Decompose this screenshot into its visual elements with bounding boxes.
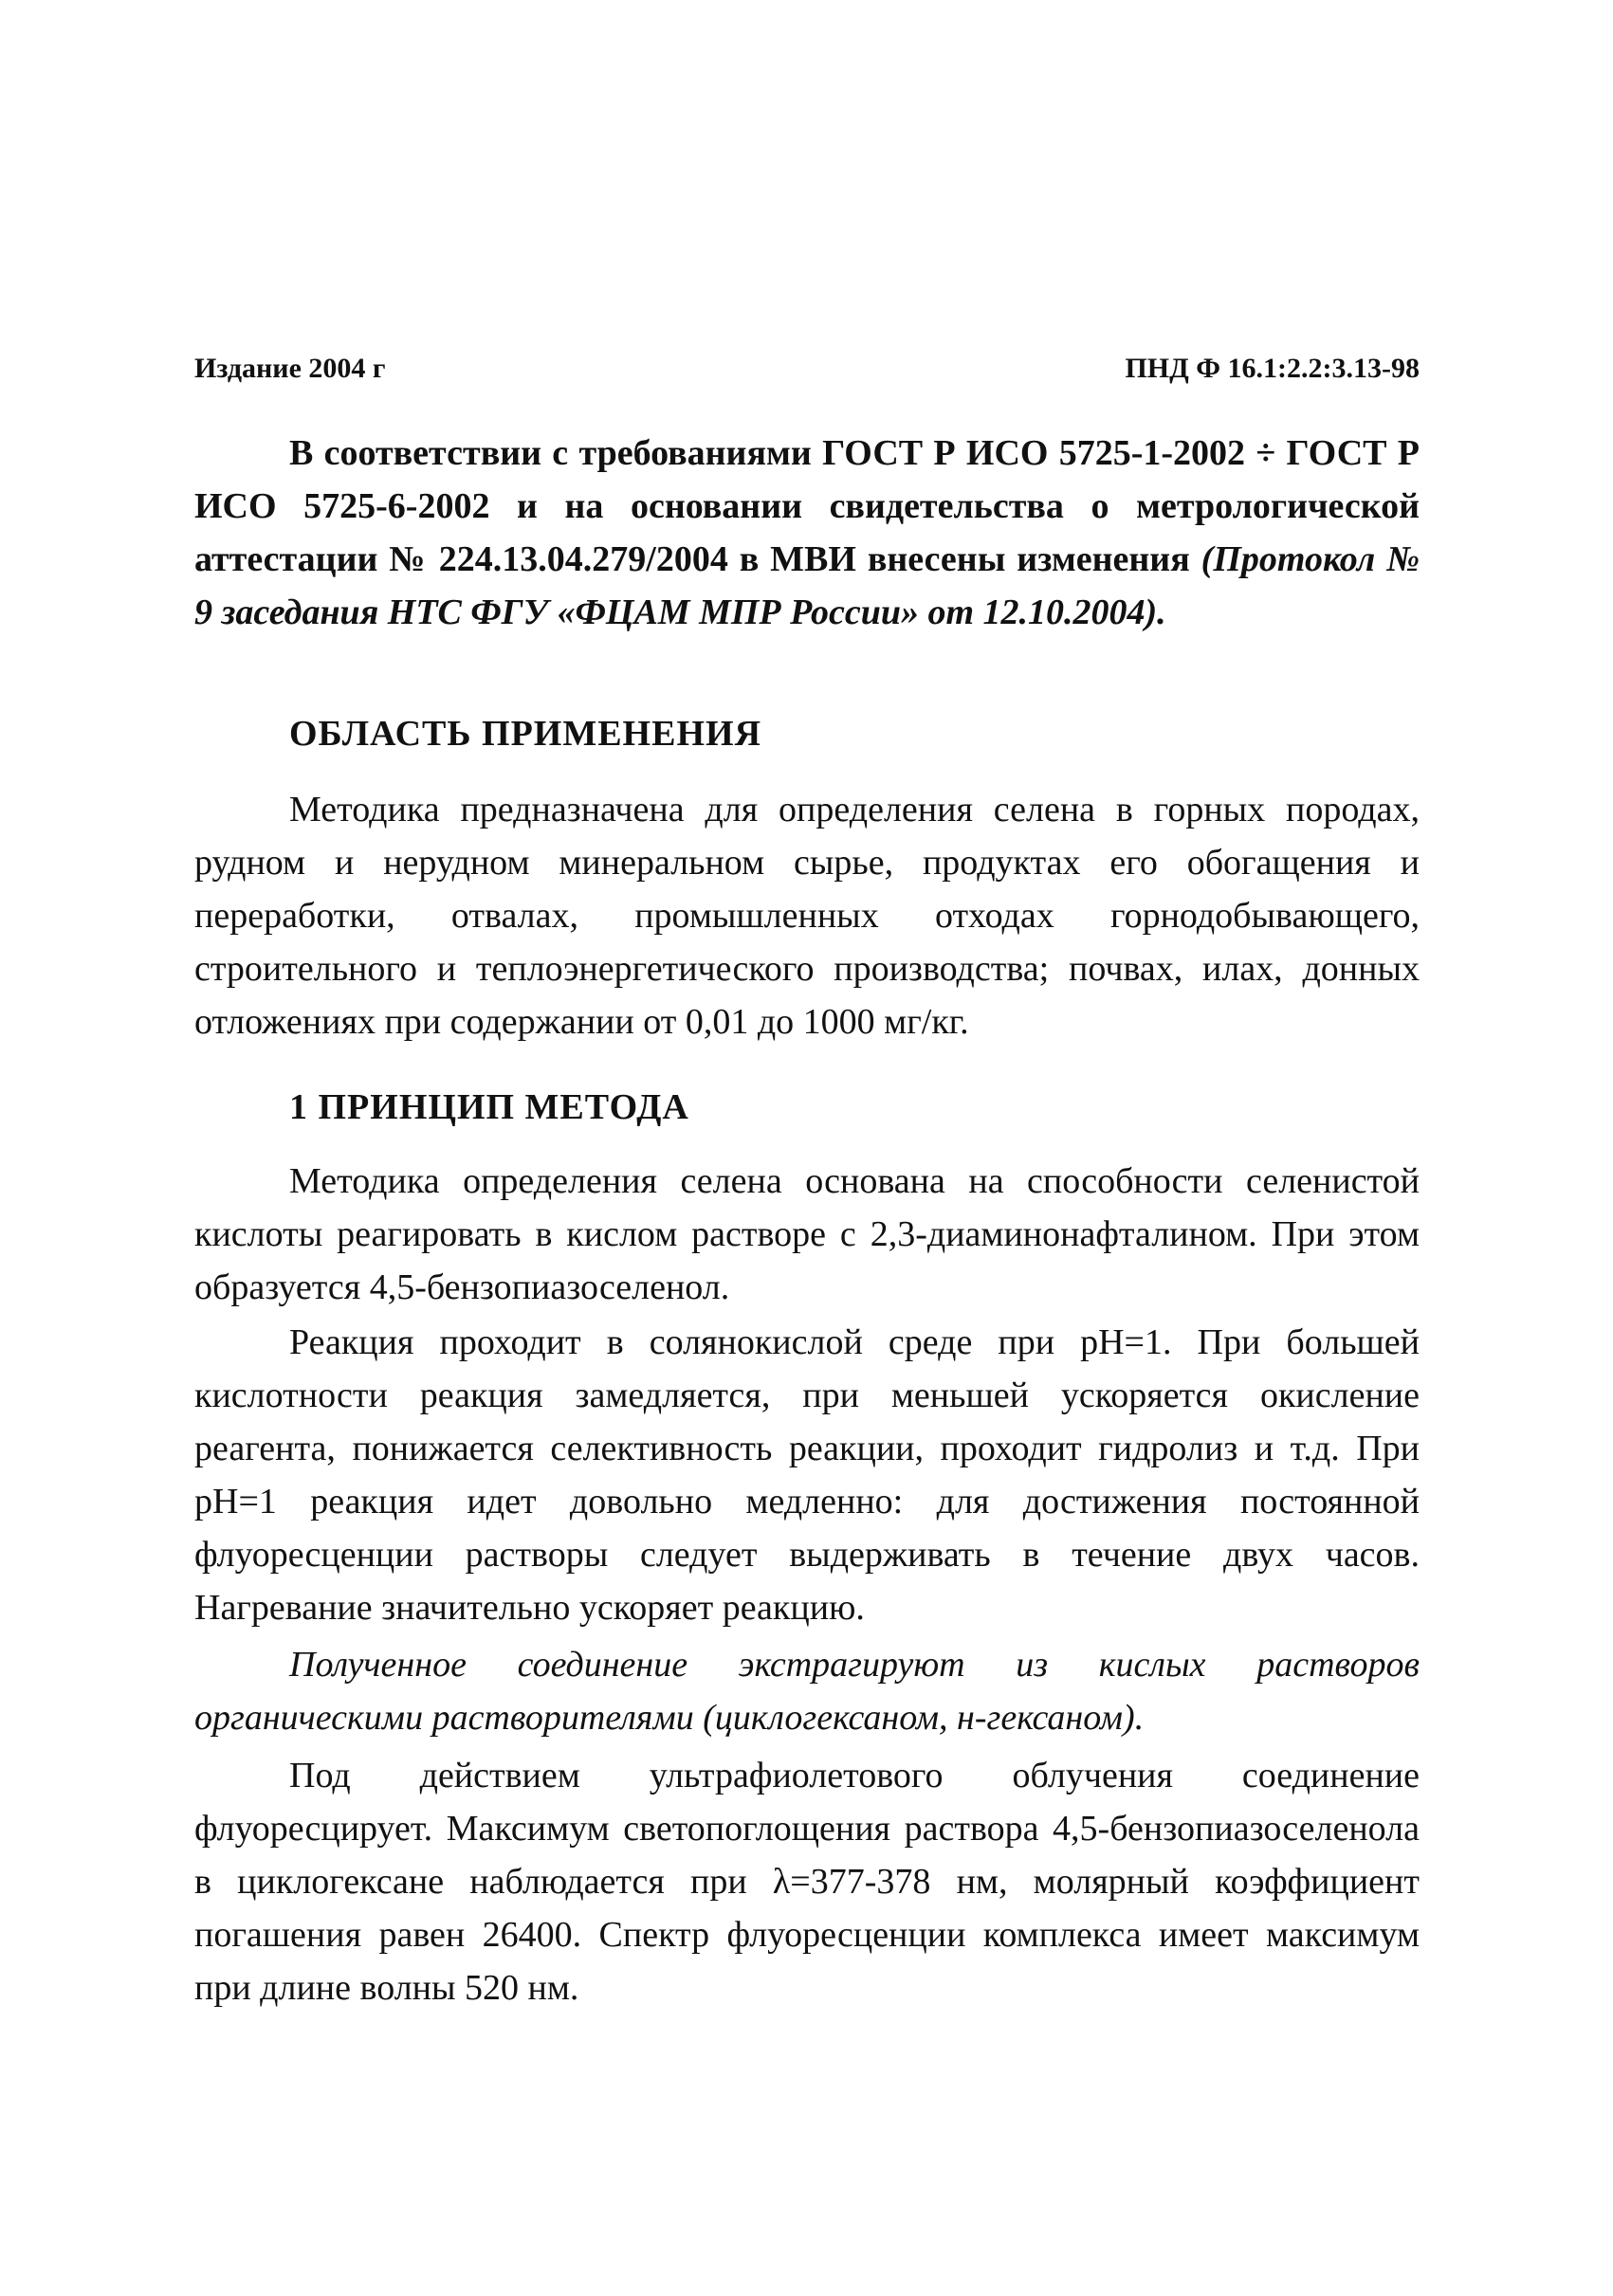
principle-paragraph: Под действием ультрафиолетового облучения соединение флуоресцирует. Максимум светопоглощения раствора 4,5-бензопиазоселенола в циклогексане наблюдается при λ=377-378 нм, молярный коэффициент погашения равен 26400. Спектр флуоресценции комплекса имеет максимум при длине волны 520 нм.: [194, 1756, 1420, 2008]
edition-label: Издание 2004 г: [194, 353, 386, 384]
revision-note-text: В соответствии с требованиями ГОСТ Р ИСО 5725-1-2002 ÷ ГОСТ Р ИСО 5725-6-2002 и на основании свидетельства о метрологической аттестации № 224.13.04.279/2004 в МВИ внесены изменения: [194, 433, 1420, 579]
principle-paragraph: Реакция проходит в солянокислой среде при pH=1. При большей кислотности реакция замедляется, при меньшей ускоряется окисление реагента, понижается селективность реакции, проходит гидролиз и т.д. При pH=1 реакция идет довольно медленно: для достижения постоянной флуоресценции растворы следует выдерживать в течение двух часов. Нагревание значительно ускоряет реакцию.: [194, 1322, 1420, 1628]
revision-protocol-reference: (Протокол № 9 заседания НТС ФГУ «ФЦАМ МПР России» от 12.10.2004).: [194, 539, 1420, 632]
page-header: [194, 353, 1420, 391]
document-number: ПНД Ф 16.1:2.2:3.13-98: [1125, 353, 1420, 384]
scope-paragraph: Методика предназначена для определения селена в горных породах, рудном и нерудном минеральном сырье, продуктах его обогащения и переработки, отвалах, промышленных отходах горнодобывающего, строительного и теплоэнергетического производства; почвах, илах, донных отложениях при содержании от 0,01 до 1000 мг/кг.: [194, 790, 1420, 1042]
principle-paragraph: Методика определения селена основана на способности селенистой кислоты реагировать в кислом растворе с 2,3-диаминонафталином. При этом образуется 4,5-бензопиазоселенол.: [194, 1161, 1420, 1307]
principle-section-title: 1 ПРИНЦИП МЕТОДА: [289, 1087, 689, 1127]
revision-note: [194, 427, 1420, 639]
scope-section-title: ОБЛАСТЬ ПРИМЕНЕНИЯ: [289, 714, 762, 754]
principle-paragraph: Полученное соединение экстрагируют из кислых растворов органическими растворителями (циклогексаном, н-гексаном).: [194, 1645, 1420, 1738]
